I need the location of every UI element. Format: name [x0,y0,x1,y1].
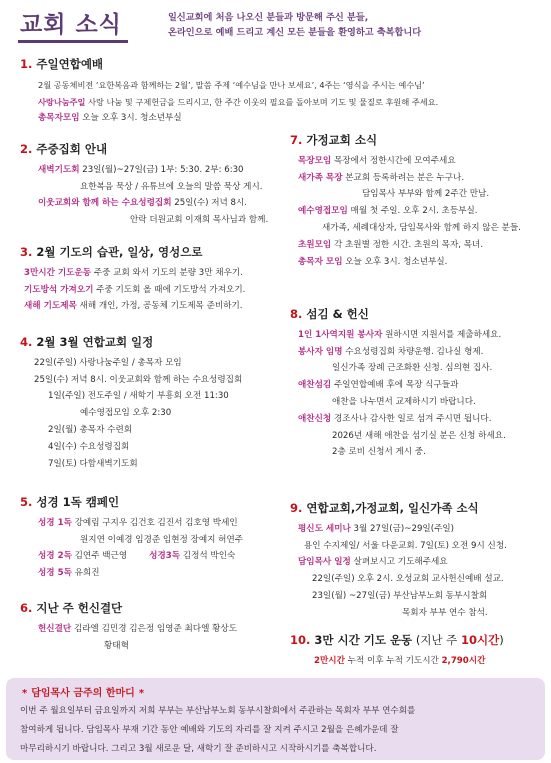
commitment-list: 헌신결단 김라엘 김민경 김은정 임영준 최다엘 황상도 [38,623,238,634]
prayer-30000: 3만시간 기도운동 주중 교회 와서 기도의 분량 3만 채우기. [24,267,243,278]
grassland-meeting: 초원모임 각 초원별 정한 시간. 초원의 목자, 목녀. [298,239,484,250]
schedule-item: 25일(수) 저녁 8시. 이웃교회와 함께 하는 수요성령집회 [34,374,243,385]
welcome-line-2: 온라인으로 예배 드리고 계신 모든 분들을 환영하고 축복합니다 [168,27,422,38]
star-icon: * [138,688,145,699]
schedule-item: 7일(토) 다함새벽기도회 [48,458,138,469]
section-title: 10. 3만 시간 기도 운동 (지난 주 10시간) [290,633,504,647]
schedule-item: 2일(월) 총목자 수련회 [48,424,133,435]
prayer-stat: 2만시간 누적 이후 누적 기도시간 2,790시간 [314,655,486,666]
page-title: 교회 소식 [20,12,122,38]
schedule-item: 22일(주일) 사랑나눔주일 / 총목자 모임 [34,357,182,368]
pastor-schedule: 담임목사 일정 살펴보시고 기도해주세요 [298,557,448,568]
pastor-schedule-1: 22일(주일) 오후 2시. 오성교회 교사헌신예배 설교. [312,574,504,585]
welcome-message [168,10,421,40]
new-family-cell-detail: 담임목사 부부와 함께 2주간 만남. [362,189,490,200]
section-weekday-services [20,141,282,229]
section-schedule [20,334,282,472]
pastor-message-text [20,702,538,759]
pastor-message-line: 이번 주 월요일부터 금요일까지 저희 부부는 부산남부노회 동부시찰회에서 주관하는 목회자 부부 연수회를 [20,706,416,716]
new-family-cell: 새가족 목장 본교회 등록하려는 분은 누구나. [298,172,465,183]
section-commitment [20,600,282,654]
volunteer-appoint-2: 일신가족 장례 근조화환 신청. 심의현 집사. [332,363,493,374]
bible-1-read-cont: 원지연 이예경 임경준 임현정 장예지 허연주 [80,534,244,545]
wednesday-service: 이웃교회와 함께 하는 수요성령집회 25일(수) 저녁 8시. [38,198,248,209]
pastor-message-line: 참여하게 됩니다. 담임목사 부재 기간 동안 예배와 기도의 자리를 잘 지켜 주시고 2월을 은혜가운데 잘 [20,725,399,735]
section-prayer-campaign [290,632,546,670]
leaders-meeting: 총목자모임 오늘 오후 3시. 청소년부실 [38,113,182,124]
welcome-line-1: 일신교회에 처음 나오신 분들과 방문해 주신 분들, [168,12,369,23]
dawn-prayer-detail: 요한복음 묵상 / 유튜브에 오늘의 말씀 묵상 게시. [80,181,263,192]
section-bible-reading [20,494,282,582]
section-title: 3. 2월 기도의 습관, 일상, 영성으로 [20,245,203,259]
volunteer-apply: 1인 1사역지원 봉사자 원하시면 지원서를 제출하세요. [298,329,502,340]
pastor-message-box [6,678,545,760]
cell-meeting: 목장모임 목장에서 정한시간에 모여주세요 [298,155,456,166]
bible-1-read: 성경 1독 강예림 구지우 김건호 김진서 김호영 박세인 [38,517,238,528]
section-prayer-habit [20,244,282,315]
meal-apply: 애찬신청 경조사나 감사한 일로 섬겨 주시면 됩니다. [298,413,492,424]
section-title: 5. 성경 1독 캠페인 [20,495,120,509]
section-title: 6. 지난 주 헌신결단 [20,601,123,615]
lay-seminar: 평신도 세미나 3월 27일(금)~29일(주일) [298,523,455,534]
section-title: 4. 2월 3월 연합교회 일정 [20,335,154,349]
jesus-meeting-detail: 새가족, 세례대상자, 담임목사와 함께 하지 않은 분들. [322,222,521,233]
lay-seminar-detail: 용인 수지제일/ 서울 다운교회. 7일(토) 오전 9시 신청. [304,540,507,551]
worship-theme: 2월 공동체비전 ‘요한복음과 함께하는 2월’, 말씀 주제 ‘예수님을 만나 보세요’, 4주는 ‘영식을 주시는 예수님’ [38,79,425,90]
pastor-schedule-3: 목회자 부부 연수 참석. [402,607,488,618]
schedule-item: 4일(수) 수요성령집회 [48,441,130,452]
section-title: 9. 연합교회,가정교회, 일신가족 소식 [290,501,479,515]
bible-5-read: 성경 5독 유희진 [38,568,100,579]
section-title: 7. 가정교회 소식 [290,133,378,147]
jesus-meeting: 예수영접모임 매월 첫 주일. 오후 2시. 초등부실. [298,206,478,217]
section-news [290,500,546,622]
volunteer-appoint: 봉사자 임명 수요성령집회 차량운행. 김나실 형제. [298,346,484,357]
head-leader-meeting: 총목자 모임 오늘 오후 3시. 청소년부실. [298,256,448,267]
section-worship [20,56,540,127]
section-title: 2. 주중집회 안내 [20,142,108,156]
dawn-prayer: 새벽기도회 23일(월)~27일(금) 1부: 5:30. 2부: 6:30 [38,164,244,175]
schedule-item: 1일(주일) 전도주일 / 새학기 부흥회 오전 11:30 [48,391,229,402]
meal-apply-board: 2층 로비 신청서 게시 중. [332,447,426,458]
pastor-message-title: * 담임목사 금주의 한마디 * [22,688,145,699]
section-service [290,306,546,461]
header [0,0,551,46]
sharing-sunday: 사랑나눔주일 사랑 나눔 및 구제헌금을 드리시고, 한 주간 이웃의 필요를 돌아보며 기도 및 물질로 후원해 주세요. [38,96,439,107]
schedule-item: 예수영접모임 오후 2:30 [80,408,172,419]
meal-serve-detail: 애찬을 나누면서 교제하시기 바랍니다. [332,396,476,407]
pastor-message-line: 마무리하시기 바랍니다. 그리고 3월 새로운 달, 새학기 잘 준비하시고 시작하시기를 축복합니다. [20,744,377,754]
section-title: 8. 섬김 & 헌신 [290,307,369,321]
pastor-schedule-2: 23일(월) ~27일(금) 부산남부노회 동부시찰회 [312,590,488,601]
section-house-church [290,132,546,270]
commitment-list-cont: 황태혁 [104,640,129,651]
bible-2-3-read: 성경 2독 김연주 백근영 성경3독 김정석 박인숙 [38,551,236,562]
meal-apply-detail: 2026년 새해 애찬을 섬기실 분은 신청 하세요. [332,430,506,441]
meal-serve: 애찬섬김 주일연합예배 후에 목장 식구들과 [298,380,459,391]
section-title: 1. 주일연합예배 [20,57,104,71]
prayer-cushion: 기도방석 가져오기 주중 기도회 올 때에 기도방석 가져오기. [24,284,246,295]
star-icon: * [22,688,28,699]
wednesday-service-detail: 안락 더원교회 이재희 목사님과 함께. [130,215,269,226]
new-year-prayer: 새해 기도제목 새해 개인, 가정, 공동체 기도제목 준비하기. [24,301,243,312]
title-underline [18,40,128,43]
